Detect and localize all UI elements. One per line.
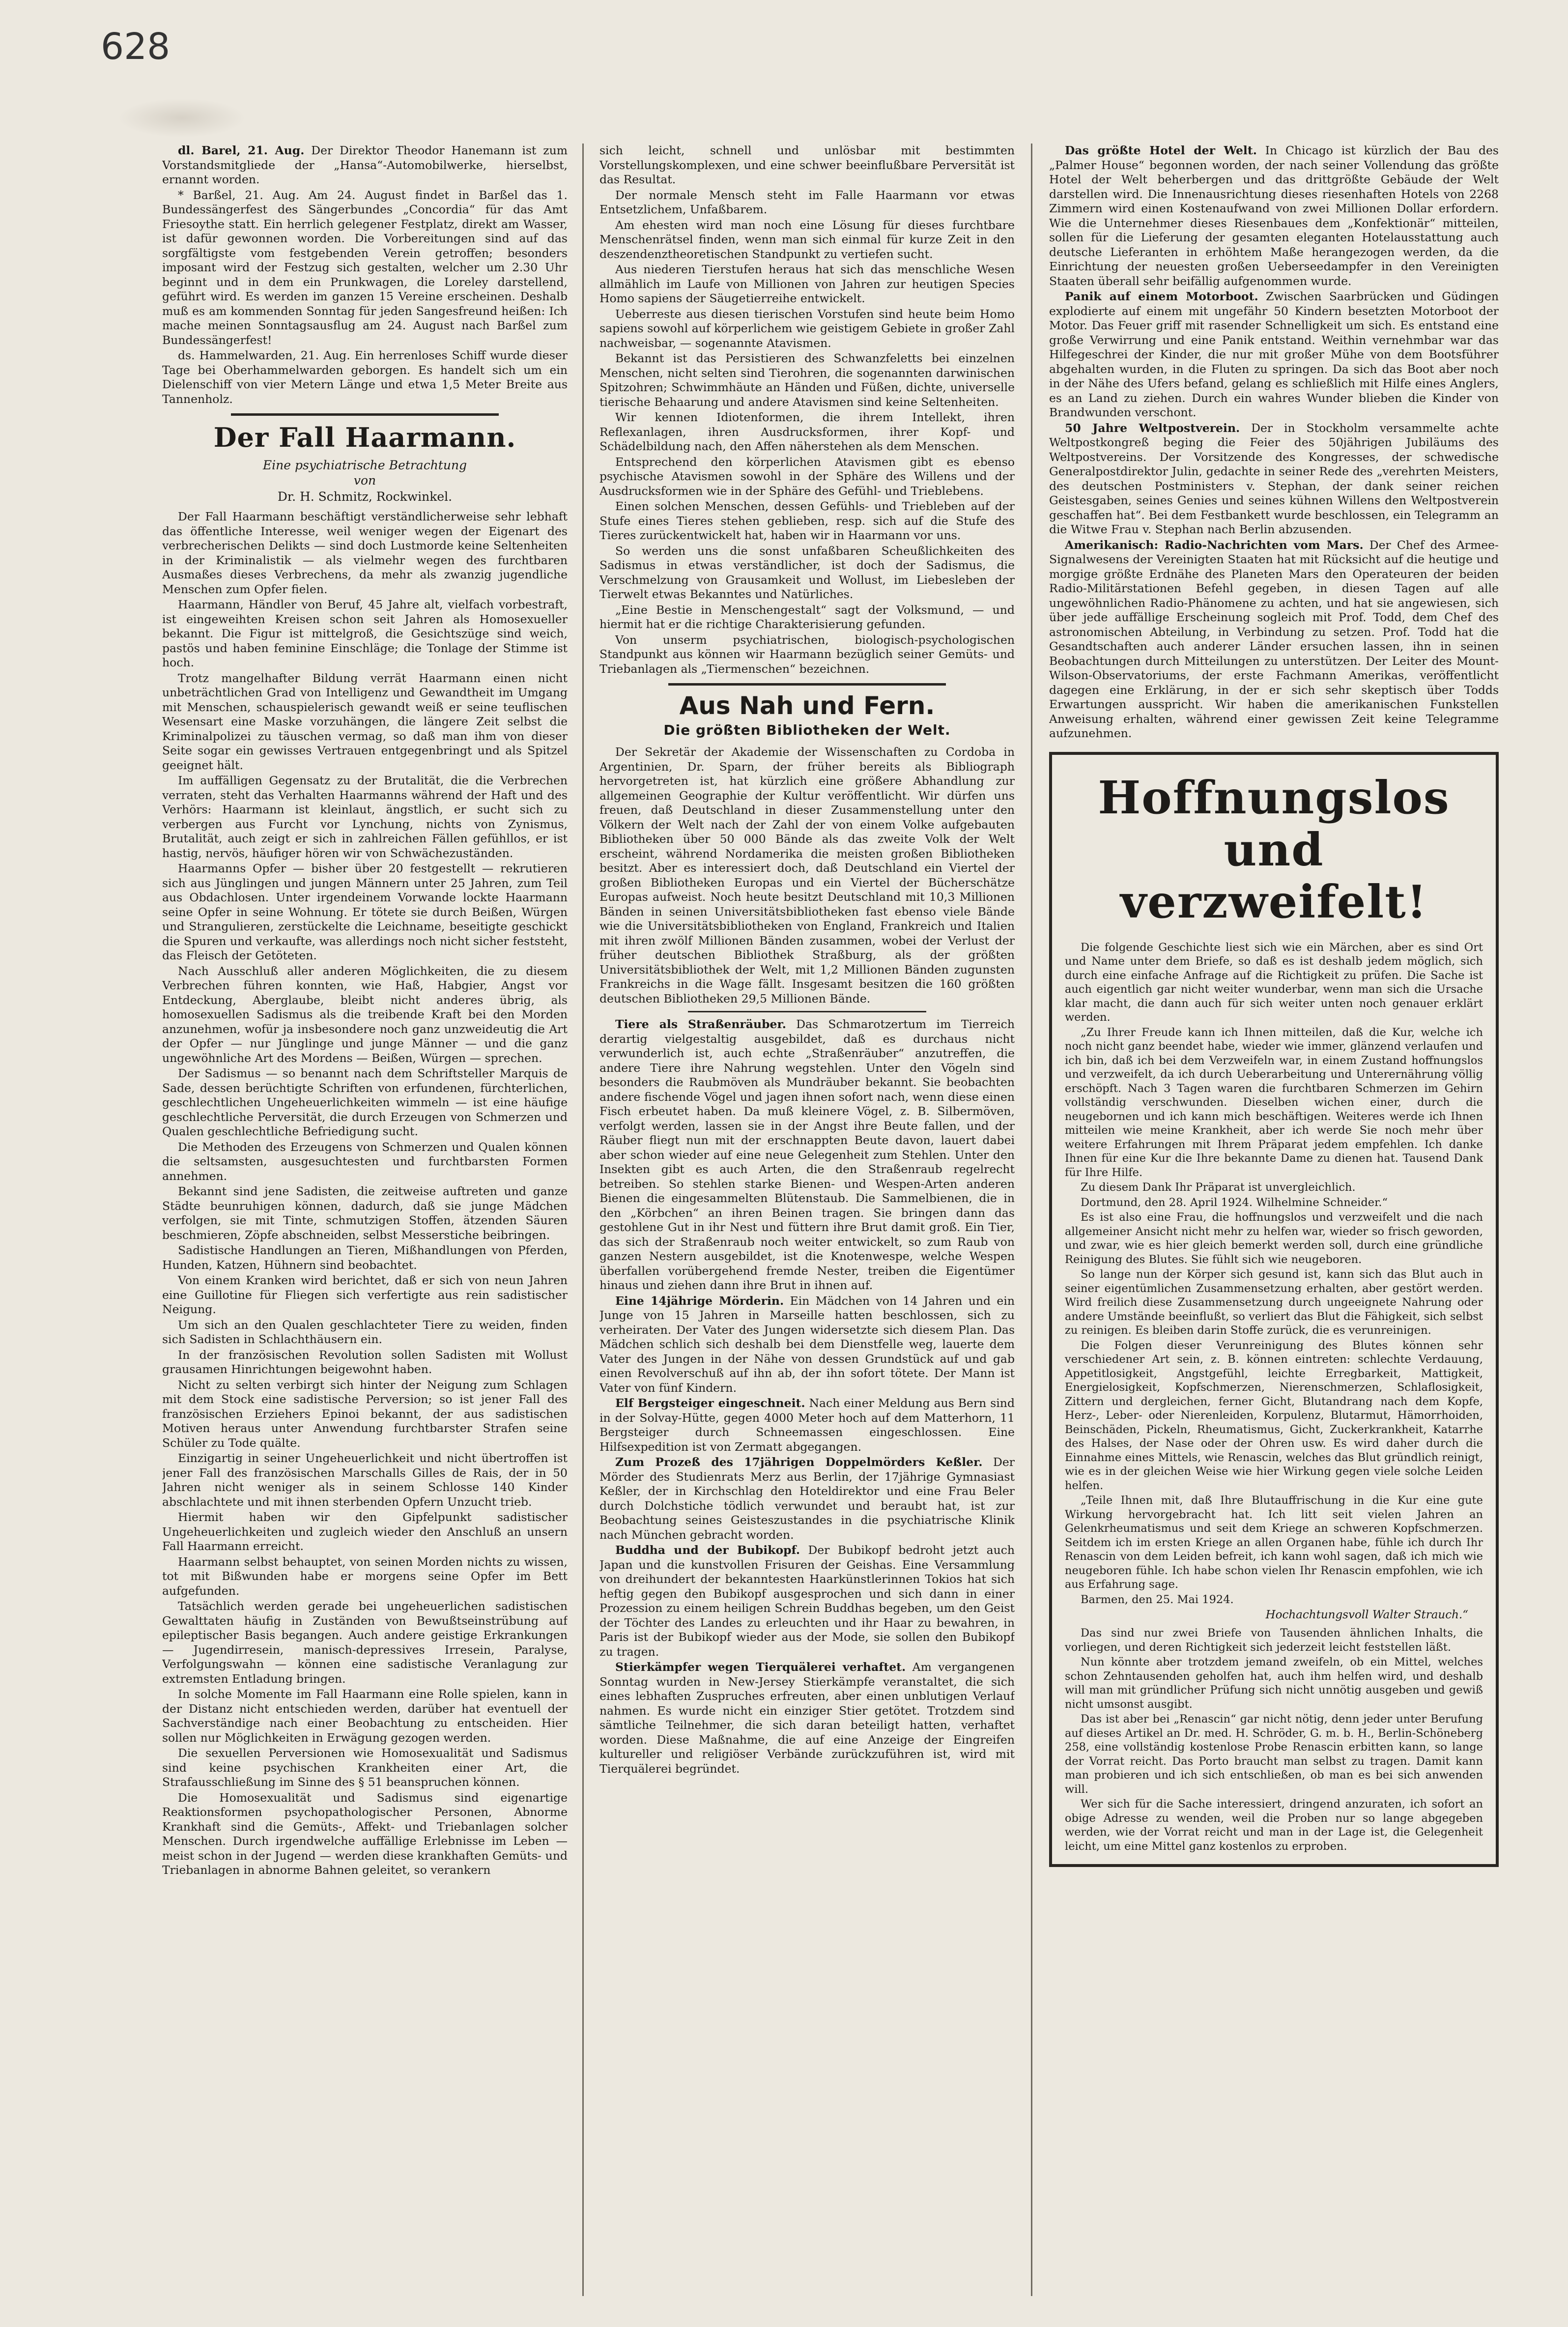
article-paragraph: Bekannt sind jene Sadisten, die zeitweise auftreten und ganze Städte beunruhigen können, dadurch, daß sie junge Mädchen verfolgen, sie mit Tinte, schmutzigen Stoffen, ätzenden Säuren beschmieren, Zöpfe abschneiden, selbst Messerstiche beibringen.	[162, 1184, 568, 1242]
news-lead: Eine 14jährige Mörderin.	[615, 1293, 784, 1308]
ink-smudge	[118, 98, 246, 138]
article-body	[162, 510, 568, 1878]
news-text: Zwischen Saarbrücken und Güdingen explodierte auf einem mit ungefähr 50 Kindern besetzten Motorboot der Motor. Das Feuer griff mit rasender Schnelligkeit um sich. Es entstand eine große Verwirrung und eine Panik entstand. Weithin vernehmbar war das Hilfegeschrei der Kinder, die nur mit großer Mühe von dem Bootsführer abgehalten wurden, in die Fluten zu springen. Da sich das Boot aber noch in der Nähe des Ufers befand, gelang es schließlich mit Hilfe eines Anglers, es an Land zu ziehen. Durch ein wahres Wunder blieben die Kinder von Brandwunden verschont.	[1049, 289, 1499, 419]
article-von: von	[353, 473, 376, 488]
news-text: Am vergangenen Sonntag wurden in New-Jersey Stierkämpfe veranstaltet, die sich eines lebhaften Zuspruches erfreuten, aber einen unblutigen Verlauf nahmen. Es wurde nicht ein einziger Stier getötet. Trotzdem sind sämtliche Teilnehmer, die sich daran beteiligt hatten, verhaftet worden. Diese Maßnahme, die auf eine Anzeige der Eingreifen kultureller und religiöser Verbände zurückzuführen ist, wird mit Tierquälerei begründet.	[599, 1660, 1015, 1776]
article-paragraph: Die Methoden des Erzeugens von Schmerzen und Qualen können die seltsamsten, ausgesuchtesten und furchtbarsten Formen annehmen.	[162, 1140, 568, 1183]
news-lead: Amerikanisch: Radio-Nachrichten vom Mars.	[1065, 538, 1364, 552]
news-text: Das Schmarotzertum im Tierreich derartig vielgestaltig ausgebildet, daß es durchaus nicht verwunderlich ist, auch echte „Straßenräuber“ anzutreffen, die andere Tiere ihre Nahrung wegstehlen. Unter den Vögeln sind besonders die Raubmöven als Mundräuber bekannt. Sie beobachten andere fischende Vögel und jagen ihnen sofort nach, wenn diese einen Fisch erbeutet haben. Da muß kleinere Vögel, z. B. Silbermöven, verfolgt werden, lassen sie in der Angst ihre Beute fallen, und der Räuber fliegt nun mit der erschnappten Beute davon, lauert dabei aber schon wieder auf eine neue Gelegenheit zum Stehlen. Unter den Insekten gibt es auch Arten, die den Straßenraub regelrecht betreiben. So stehlen starke Bienen- und Wespen-Arten anderen Bienen die eingesammelten Blütenstaub. Die Sammelbienen, die in den „Körbchen“ an ihren Beinen tragen. Sie bringen dann das gestohlene Gut in ihr Nest und füttern ihre Brut damit groß. Ein Tier, das sich der Straßenraub noch weiter entwickelt, so zum Raub von ganzen Nestern ausgebildet, ist die Knotenwespe, welche Wespen überfallen vorübergehend fremde Nester, treiben die Eigentümer hinaus und ziehen dann ihre Brut in ihnen auf.	[599, 1017, 1015, 1292]
separator-rule	[668, 683, 946, 686]
column-2	[599, 144, 1015, 2306]
news-lead: Panik auf einem Motorboot.	[1065, 289, 1258, 303]
news-text: Nach einer Meldung aus Bern sind in der Solvay-Hütte, gegen 4000 Meter hoch auf dem Matterhorn, 11 Bergsteiger durch Schneemassen eingeschlossen. Eine Hilfsexpedition ist von Zermatt abgegangen.	[599, 1396, 1015, 1454]
article-paragraph: Im auffälligen Gegensatz zu der Brutalität, die die Verbrechen verraten, steht das Verhalten Haarmanns während der Haft und des Verhörs: Haarmann ist kleinlaut, ängstlich, er sucht sich zu verbergen aus Furcht vor Lynchung, nichts von Zynismus, Brutalität, auch zeigt er sich in zahlreichen Fällen gefühllos, er ist hastig, nervös, häufiger hören wir von Schwächezuständen.	[162, 774, 568, 860]
ad-paragraph: „Zu Ihrer Freude kann ich Ihnen mitteilen, daß die Kur, welche ich noch nicht ganz beendet habe, wieder wie immer, glänzend verlaufen und ich bin, daß ich bei dem Verzweifeln war, in einem Zustand hoffnungslos und verzweifelt, da ich durch Ueberarbeitung und Unterernährung völlig erschöpft. Nach 3 Tagen waren die furchtbaren Schmerzen im Gehirn vollständig verschwunden. Dieselben wichen einer, durch die neugebornen und ich kann mich beschäftigen. Weiteres werde ich Ihnen mitteilen wie meine Krankheit, aber ich werde Sie noch mehr über weitere Erfahrungen mit Ihrem Präparat jedem empfehlen. Ich danke Ihnen für eine Kur die Ihre bekannte Dame zu dienen hat. Tausend Dank für Ihre Hilfe.	[1065, 1026, 1483, 1179]
news-text: Der Mörder des Studienrats Merz aus Berlin, der 17jährige Gymnasiast Keßler, der in Kirchschlag den Hoteldirektor und eine Frau Beler durch Dolchstiche tödlich verwundet und beraubt hat, ist zur Beobachtung seines Geisteszustandes in die psychiatrische Klinik nach München gebracht worden.	[599, 1455, 1015, 1542]
article-author: Dr. H. Schmitz, Rockwinkel.	[277, 489, 453, 504]
article-paragraph: Der normale Mensch steht im Falle Haarmann vor etwas Entsetzlichem, Unfaßbarem.	[599, 188, 1015, 216]
article-paragraph: Am ehesten wird man noch eine Lösung für dieses furchtbare Menschenrätsel finden, wenn man sich einmal für kurze Zeit in den deszendenztheoretischen Standpunkt zu vertiefen sucht.	[599, 218, 1015, 261]
news-item	[162, 348, 568, 406]
section-paragraph: Der Sekretär der Akademie der Wissenschaften zu Cordoba in Argentinien, Dr. Sparn, der früher bereits als Bibliograph hervorgetreten ist, hat kürzlich eine größere Abhandlung zur allgemeinen Geographie der Kultur veröffentlicht. Wir dürfen uns freuen, daß Deutschland in dieser Zusammenstellung unter den Völkern der Welt nach der Zahl der von einem Volke aufgebauten Bibliotheken über 50 000 Bände als das zweite Volk der Welt erscheint, während Nordamerika die meisten großen Bibliotheken besitzt. Aber es interessiert doch, daß Deutschland ein Viertel der großen Bibliotheken Europas und ein Viertel der Bücherschätze Europas aufweist. Noch heute besitzt Deutschland mit 10,3 Millionen Bänden in seinen Universitätsbibliotheken fast ebenso viele Bände wie die Universitätsbibliotheken von England, Frankreich und Italien mit ihren zwölf Millionen Bänden zusammen, wobei der Verlust der früher deutschen Bibliothek Straßburg, als der größten Universitätsbibliothek der Welt, mit 1,2 Millionen Bänden zugunsten Frankreichs in die Wage fällt. Insgesamt besitzen die 160 größten deutschen Bibliotheken 29,5 Millionen Bände.	[599, 745, 1015, 1005]
news-item	[599, 1017, 1015, 1293]
news-text: Der Bubikopf bedroht jetzt auch Japan und die kunstvollen Frisuren der Geishas. Eine Versammlung von dreihundert der bekanntesten Haarkünstlerinnen Tokios hat sich heftig gegen den Bubikopf ausgesprochen und sich dann in einer Prozession zu einem heiligen Schrein Buddhas begeben, um den Geist der Töchter des Landes zu erleuchten und ihr Haar zu bewahren, in Paris ist der Bubikopf wieder aus der Mode, sie sollen den Bubikopf zu tragen.	[599, 1543, 1015, 1659]
ad-paragraph: Dortmund, den 28. April 1924. Wilhelmine Schneider.“	[1081, 1196, 1388, 1209]
ad-paragraph: „Teile Ihnen mit, daß Ihre Blutauffrischung in die Kur eine gute Wirkung hervorgebracht hat. Ich litt seit vielen Jahren an Gelenkrheumatismus und seit dem Kriege an schweren Kopfschmerzen. Seitdem ich im ersten Kriege an allen Organen habe, fühle ich durch Ihr Renascin von dem Leiden befreit, ich kann wohl sagen, daß ich mich wie neugeboren fühle. Ich habe schon vielen Ihr Renascin empfohlen, wie ich aus Erfahrung sage.	[1065, 1494, 1483, 1591]
article-title: Der Fall Haarmann.	[213, 422, 516, 453]
section-title: Aus Nah und Fern.	[679, 691, 935, 720]
ad-paragraph: Das ist aber bei „Renascin“ gar nicht nötig, denn jeder unter Berufung auf dieses Artikel an Dr. med. H. Schröder, G. m. b. H., Berlin-Schöneberg 258, eine vollständig kostenlose Probe Renascin erbitten kann, so lange der Vorrat reicht. Das Porto braucht man selbst zu tragen. Damit kann man probieren und ich sich entschließen, ob man es bei sich anwenden will.	[1065, 1713, 1483, 1796]
news-lead: Tiere als Straßenräuber.	[615, 1017, 786, 1031]
ad-paragraph: Das sind nur zwei Briefe von Tausenden ähnlichen Inhalts, die vorliegen, und deren Richtigkeit sich jederzeit leicht feststellen läßt.	[1065, 1627, 1483, 1654]
news-lead: ds. Hammelwarden, 21. Aug.	[178, 348, 350, 362]
news-lead: dl. Barel, 21. Aug.	[178, 144, 305, 157]
news-text: Am 24. August findet in Barßel das 1. Bundessängerfest des Sängerbundes „Concordia“ für das Amt Friesoythe statt. Ein herrlich gelegener Festplatz, direkt am Wasser, ist dafür gewonnen worden. Die Vorbereitungen sind auf das sorgfältigste vom festgebenden Verein getroffen; besonders imposant wird der Festzug sich gestalten, welcher um 2.30 Uhr beginnt und in dem ein Prunkwagen, die Loreley darstellend, geführt wird. Es werden im ganzen 15 Vereine erscheinen. Deshalb muß es am kommenden Sonntag für jeden Sangesfreund heißen: Ich mache meinen Sonntagsausflug am 24. August nach Barßel zum Bundessängerfest!	[162, 188, 568, 347]
article-paragraph: Wir kennen Idiotenformen, die ihrem Intellekt, ihren Reflexanlagen, ihren Ausdrucksformen, ihrer Kopf- und Schädelbildung nach, den Affen näherstehen als dem Menschen.	[599, 410, 1015, 453]
news-item	[599, 1543, 1015, 1659]
article-paragraph: Der Sadismus — so benannt nach dem Schriftsteller Marquis de Sade, dessen berüchtigte Schriften von erfundenen, fürchterlichen, geschlechtlichen Ungeheuerlichkeiten wimmeln — ist eine häufige geschlechtliche Perversität, die durch Erzeugen von Schmerzen und Qualen geschlechtliche Befriedigung sucht.	[162, 1066, 568, 1138]
news-lead: 50 Jahre Weltpostverein.	[1065, 421, 1240, 435]
page-number: 628	[101, 26, 171, 68]
news-item	[599, 1294, 1015, 1396]
article-paragraph: Einzigartig in seiner Ungeheuerlichkeit und nicht übertroffen ist jener Fall des französischen Marschalls Gilles de Rais, der in 50 Jahren nicht weniger als in seinem Schlosse 140 Kinder abschlachtete und mit ihnen sterbenden Opfern Unzucht trieb.	[162, 1451, 568, 1509]
article-paragraph: „Eine Bestie in Menschengestalt“ sagt der Volksmund, — und hiermit hat er die richtige Charakterisierung gefunden.	[599, 603, 1015, 631]
article-paragraph: Von unserm psychiatrischen, biologisch-psychologischen Standpunkt aus können wir Haarmann bezüglich seiner Gemüts- und Triebanlagen als „Tiermenschen“ bezeichnen.	[599, 632, 1015, 676]
news-item	[599, 1455, 1015, 1542]
article-paragraph: So werden uns die sonst unfaßbaren Scheußlichkeiten des Sadismus in etwas verständlicher, ist doch der Sadismus, die Verschmelzung von Grausamkeit und Wollust, im Liebesleben der Tierwelt etwas Bekanntes und Natürliches.	[599, 544, 1015, 601]
article-paragraph: Von einem Kranken wird berichtet, daß er sich von neun Jahren eine Guillotine für Fliegen sich verfertigte aus rein sadistischer Neigung.	[162, 1273, 568, 1316]
article-paragraph: Der Fall Haarmann beschäftigt verständlicherweise sehr lebhaft das öffentliche Interesse, weil weniger wegen der Eigenart des verbrecherischen Delikts — sind doch Lustmorde keine Seltenheiten in der Kriminalistik — als vielmehr wegen des furchtbaren Ausmaßes dieses Verbrechens, da mehr als zwanzig jugendliche Menschen zum Opfer fielen.	[162, 510, 568, 596]
article-paragraph: Bekannt ist das Persistieren des Schwanzfeletts bei einzelnen Menschen, nicht selten sind Tierohren, die sogenannten darwinischen Spitzohren; Schwimmhäute an Händen und Füßen, dichte, universelle tierische Behaarung und andere Atavismen sind keine Seltenheiten.	[599, 351, 1015, 409]
article-paragraph: In solche Momente im Fall Haarmann eine Rolle spielen, kann in der Distanz nicht entschieden werden, darüber hat eventuell der Sachverständige nach einer Beobachtung zu entscheiden. Hier sollen nur Möglichkeiten in Erwägung gezogen werden.	[162, 1687, 568, 1745]
news-text: Der Chef des Armee-Signalwesens der Vereinigten Staaten hat mit Rücksicht auf die heutige und morgige größte Erdnähe des Planeten Mars den Operateuren der beiden Radio-Militärstationen Befehl gegeben, in diesen Tagen auf alle ungewöhnlichen Radio-Phänomene zu achten, und hat sie angewiesen, sich über jede auffällige Erscheinung sogleich mit Prof. Todd, dem Chef des astronomischen Abteilung, in Verbindung zu setzen. Prof. Todd hat die Gesandtschaften auch anderer Länder ersuchen lassen, ihn in seinen Beobachtungen durch Mitteilungen zu unterstützen. Der Leiter des Mount-Wilson-Observatoriums, der erste Fachmann Amerikas, veröffentlicht dagegen eine Erklärung, in der er sich sehr skeptisch über Todds Erwartungen ausspricht. Wir haben die amerikanischen Funkstellen Anweisung erhalten, während einer gewissen Zeit keine Telegramme aufzunehmen.	[1049, 538, 1499, 740]
column-3	[1049, 144, 1499, 2306]
article-paragraph: Die Homosexualität und Sadismus sind eigenartige Reaktionsformen psychopathologischer Personen, Abnorme Krankhaft sind die Gemüts-, Affekt- und Triebanlagen solcher Menschen. Durch irgendwelche auffällige Erlebnisse im Leben — meist schon in der Jugend — werden diese krankhaften Gemüts- und Triebanlagen in abnorme Bahnen geleitet, so verankern	[162, 1790, 568, 1877]
article-paragraph: Einen solchen Menschen, dessen Gefühls- und Triebleben auf der Stufe eines Tieres stehen geblieben, resp. sich auf die Stufe des Tieres zurückentwickelt hat, haben wir in Haarmann vor uns.	[599, 499, 1015, 542]
ad-paragraph: Die folgende Geschichte liest sich wie ein Märchen, aber es sind Ort und Name unter dem Briefe, so daß es ist deshalb jedem möglich, sich durch eine einfache Anfrage auf die Richtigkeit zu prüfen. Die Sache ist auch eigentlich gar nicht weiter wunderbar, wenn man sich die Ursache klar macht, die dann auch für sich weiter unten noch genauer erklärt werden.	[1065, 941, 1483, 1024]
news-item	[599, 1396, 1015, 1454]
article-paragraph: Entsprechend den körperlichen Atavismen gibt es ebenso psychische Atavismen sowohl in der Sphäre des Willens und der Ausdrucksformen wie in der Sphäre des Gefühl- und Trieblebens.	[599, 455, 1015, 498]
ad-paragraph: So lange nun der Körper sich gesund ist, kann sich das Blut auch in seiner eigentümlichen Zusammensetzung erhalten, aber gestört werden. Wird freilich diese Zusammensetzung durch ungeeignete Nahrung oder andere Umstände beeinflußt, so verliert das Blut die Fähigkeit, sich selbst zu reinigen. Es bleiben darin Stoffe zurück, die es verunreinigen.	[1065, 1268, 1483, 1337]
ad-paragraph: Nun könnte aber trotzdem jemand zweifeln, ob ein Mittel, welches schon Zehntausenden geholfen hat, auch ihm helfen wird, und deshalb will man mit gründlicher Prüfung sich nicht unnötig ausgeben und gewiß nicht umsonst ausgibt.	[1065, 1656, 1483, 1711]
news-text: Ein herrenloses Schiff wurde dieser Tage bei Oberhammelwarden geborgen. Es handelt sich um ein Dielenschiff von vier Metern Länge und etwa 1,5 Meter Breite aus Tannenholz.	[162, 348, 568, 406]
news-lead: Das größte Hotel der Welt.	[1065, 144, 1257, 157]
news-text: Ein Mädchen von 14 Jahren und ein Junge von 15 Jahren in Marseille hatten beschlossen, sich zu verheiraten. Der Vater des Jungen widersetzte sich diesem Plan. Das Mädchen schlich sich deshalb bei dem Dienstfelle weg, lauerte dem Vater des Jungen in der Nähe von dessen Grundstück auf und gab einen Revolverschuß auf ihn ab, der ihn sofort tötete. Der Mann ist Vater von fünf Kindern.	[599, 1293, 1015, 1395]
separator-rule	[231, 413, 499, 416]
article-paragraph: Aus niederen Tierstufen heraus hat sich das menschliche Wesen allmählich im Laufe von Millionen von Jahren zur heutigen Species Homo sapiens der Säugetierreihe entwickelt.	[599, 262, 1015, 305]
article-paragraph: Die sexuellen Perversionen wie Homosexualität und Sadismus sind keine psychischen Krankheiten einer Art, die Strafausschließung im Sinne des § 51 beanspruchen können.	[162, 1746, 568, 1789]
ad-headline: Hoffnungslos und verzweifelt!	[1098, 771, 1450, 928]
article-paragraph: Sadistische Handlungen an Tieren, Mißhandlungen von Pferden, Hunden, Katzen, Hühnern sind beobachtet.	[162, 1243, 568, 1272]
ad-paragraph: Die Folgen dieser Verunreinigung des Blutes können sehr verschiedener Art sein, z. B. können eintreten: schlechte Verdauung, Appetitlosigkeit, Angstgefühl, leichte Erregbarkeit, Mattigkeit, Energielosigkeit, Kopfschmerzen, Nierenschmerzen, Schlaflosigkeit, Zittern und dergleichen, ferner Gicht, Blutandrang nach dem Kopfe, Herz-, Leber- oder Nierenleiden, Korpulenz, Blutarmut, Hämorrhoiden, Beinschäden, Pickeln, Rheumatismus, Gicht, Zuckerkrankheit, Katarrhe des Halses, der Nase oder der Ohren usw. Es wird daher durch die Einnahme eines Mittels, wie Renascin, welches das Blut gründlich reinigt, wie es in der gleichen Weise wie hier Wirkung gegen viele solche Leiden helfen.	[1065, 1339, 1483, 1492]
article-paragraph: Tatsächlich werden gerade bei ungeheuerlichen sadistischen Gewalttaten häufig in Zuständen von Bewußtseinstrübung auf epileptischer Basis begangen. Auch andere geistige Erkrankungen — Jugendirresein, manisch-depressives Irresein, Paralyse, Verfolgungswahn — können eine sadistische Veranlagung zur extremsten Entladung bringen.	[162, 1599, 568, 1686]
column-divider	[1031, 144, 1032, 2296]
news-text: Der in Stockholm versammelte achte Weltpostkongreß beging die Feier des 50jährigen Jubiläums des Weltpostvereins. Der Vorsitzende des Kongresses, der schwedische Generalpostdirektor Julin, gedachte in seiner Rede des „verehrten Meisters, des deutschen Postministers v. Stephan, der dank seiner reichen Geistesgaben, seines Genies und seines kühnen Willens den Weltpostverein geschaffen hat“. Bei dem Festbankett wurde beschlossen, ein Telegramm an die Witwe Frau v. Stephan nach Berlin abzusenden.	[1049, 421, 1499, 536]
section-subtitle: Die größten Bibliotheken der Welt.	[663, 722, 951, 738]
ad-paragraph: Barmen, den 25. Mai 1924.	[1081, 1593, 1234, 1606]
column-1	[162, 144, 568, 2306]
news-lead: Zum Prozeß des 17jährigen Doppelmörders Keßler.	[615, 1455, 983, 1469]
news-item	[162, 188, 568, 348]
article-paragraph: Haarmann selbst behauptet, von seinen Morden nichts zu wissen, tot mit Bißwunden habe er morgens seine Opfer im Bett aufgefunden.	[162, 1554, 568, 1598]
article-paragraph: Nach Ausschluß aller anderen Möglichkeiten, die zu diesem Verbrechen führen konnten, wie Haß, Habgier, Angst vor Entdeckung, Aberglaube, bleibt nicht anderes übrig, als homosexuellen Sadismus als die treibende Kraft bei den Morden anzunehmen, wofür ja insbesondere noch ganz unzweideutig die Art der Opfer — nur Jünglinge und junge Männer — und die ganz ungewöhnliche Art des Mordens — Beißen, Würgen — sprechen.	[162, 964, 568, 1065]
article-paragraph: Trotz mangelhafter Bildung verrät Haarmann einen nicht unbeträchtlichen Grad von Intelligenz und Gewandtheit im Umgang mit Menschen, schauspielerisch gewandt weiß er seine teuflischen Wesensart eine Maske vorzuhängen, die längere Zeit selbst die Kriminalpolizei zu täuschen vermag, so daß man ihm von dieser Seite sogar ein gewisses Vertrauen entgegenbringt und als Spitzel geeignet hält.	[162, 671, 568, 772]
news-text: Der Direktor Theodor Hanemann ist zum Vorstandsmitgliede der „Hansa“-Automobilwerke, hierselbst, ernannt worden.	[162, 144, 568, 186]
news-lead: Elf Bergsteiger eingeschneit.	[615, 1396, 805, 1410]
news-lead: Stierkämpfer wegen Tierquälerei verhaftet.	[615, 1660, 906, 1674]
news-item	[1049, 538, 1499, 741]
news-lead: * Barßel, 21. Aug.	[178, 188, 300, 202]
news-item	[1049, 421, 1499, 537]
article-paragraph: Nicht zu selten verbirgt sich hinter der Neigung zum Schlagen mit dem Stock eine sadistische Perversion; so ist jener Fall des französischen Erziehers Epinoi bekannt, der aus sadistischen Motiven heraus unter Anwendung furchtbarster Strafen seine Schüler zu Tode quälte.	[162, 1378, 568, 1450]
article-paragraph: Haarmanns Opfer — bisher über 20 festgestellt — rekrutieren sich aus Jünglingen und jungen Männern unter 25 Jahren, zum Teil aus Obdachlosen. Unter irgendeinem Vorwande lockte Haarmann seine Opfer in seine Wohnung. Er tötete sie durch Beißen, Würgen und Strangulieren, zerstückelte die Leichname, beseitigte geschickt die Spuren und verkaufte, was allerdings noch nicht sicher feststeht, das Fleisch der Getöteten.	[162, 862, 568, 962]
article-paragraph: In der französischen Revolution sollen Sadisten mit Wollust grausamen Hinrichtungen beigewohnt haben.	[162, 1348, 568, 1376]
ad-paragraph: Wer sich für die Sache interessiert, dringend anzuraten, ich sofort an obige Adresse zu wenden, weil die Proben nur so lange abgegeben werden, wie der Vorrat reicht und man in der Lage ist, die Gelegenheit leicht, um eine Mittel ganz kostenlos zu erproben.	[1065, 1798, 1483, 1853]
article-subtitle: Eine psychiatrische Betrachtung	[262, 458, 467, 472]
news-item	[599, 1660, 1015, 1776]
ad-paragraph: Zu diesem Dank Ihr Präparat ist unvergleichlich.	[1081, 1181, 1356, 1194]
article-paragraph: Haarmann, Händler von Beruf, 45 Jahre alt, vielfach vorbestraft, ist eingeweihten Kreisen schon seit Jahren als Homosexueller bekannt. Die Figur ist mittelgroß, die Gesichtszüge sind weich, pastös und haben feminine Einschläge; die Tonlage der Stimme ist hoch.	[162, 598, 568, 669]
column-divider	[582, 144, 584, 2296]
ad-paragraph: Es ist also eine Frau, die hoffnungslos und verzweifelt und die nach allgemeiner Ansicht nicht mehr zu helfen war, wieder so frisch geworden, und zwar, wie es hier gleich bemerkt werden soll, durch eine gründliche Reinigung des Blutes. Sie fühlt sich wie neugeboren.	[1065, 1211, 1483, 1266]
news-item	[162, 144, 568, 187]
news-item	[1049, 144, 1499, 288]
news-lead: Buddha und der Bubikopf.	[615, 1543, 800, 1557]
news-item	[1049, 289, 1499, 420]
article-paragraph: sich leicht, schnell und unlösbar mit bestimmten Vorstellungskomplexen, und eine schwer beeinflußbare Perversität ist das Resultat.	[599, 144, 1015, 186]
separator-rule	[688, 1011, 926, 1012]
ad-signature: Hochachtungsvoll Walter Strauch.“	[1265, 1609, 1468, 1621]
article-paragraph: Ueberreste aus diesen tierischen Vorstufen sind heute beim Homo sapiens sowohl auf körperlichem wie geistigem Gebiete in großer Zahl nachweisbar, — sogenannte Atavismen.	[599, 307, 1015, 350]
article-paragraph: Hiermit haben wir den Gipfelpunkt sadistischer Ungeheuerlichkeiten und zugleich wieder den Anschluß an unsern Fall Haarmann erreicht.	[162, 1510, 568, 1553]
news-text: In Chicago ist kürzlich der Bau des „Palmer House“ begonnen worden, der nach seiner Vollendung das größte Hotel der Welt beherbergen und das drittgrößte Gebäude der Welt darstellen wird. Die Innenausrichtung dieses riesenhaften Hotels von 2268 Zimmern wird einen Kostenaufwand von zwei Millionen Dollar erfordern. Wie die Unternehmer dieses Riesenbaues dem „Konfektionär“ mitteilen, sollen für die Lieferung der gesamten eleganten Hotelausstattung auch deutsche Lieferanten in erhöhtem Maße herangezogen werden, da die Einrichtung der neuesten großen Ueberseedampfer in den Vereinigten Staaten überall sehr beifällig aufgenommen wurde.	[1049, 144, 1499, 288]
article-paragraph: Um sich an den Qualen geschlachteter Tiere zu weiden, finden sich Sadisten in Schlachthäusern ein.	[162, 1318, 568, 1346]
advertisement	[1049, 752, 1499, 1867]
